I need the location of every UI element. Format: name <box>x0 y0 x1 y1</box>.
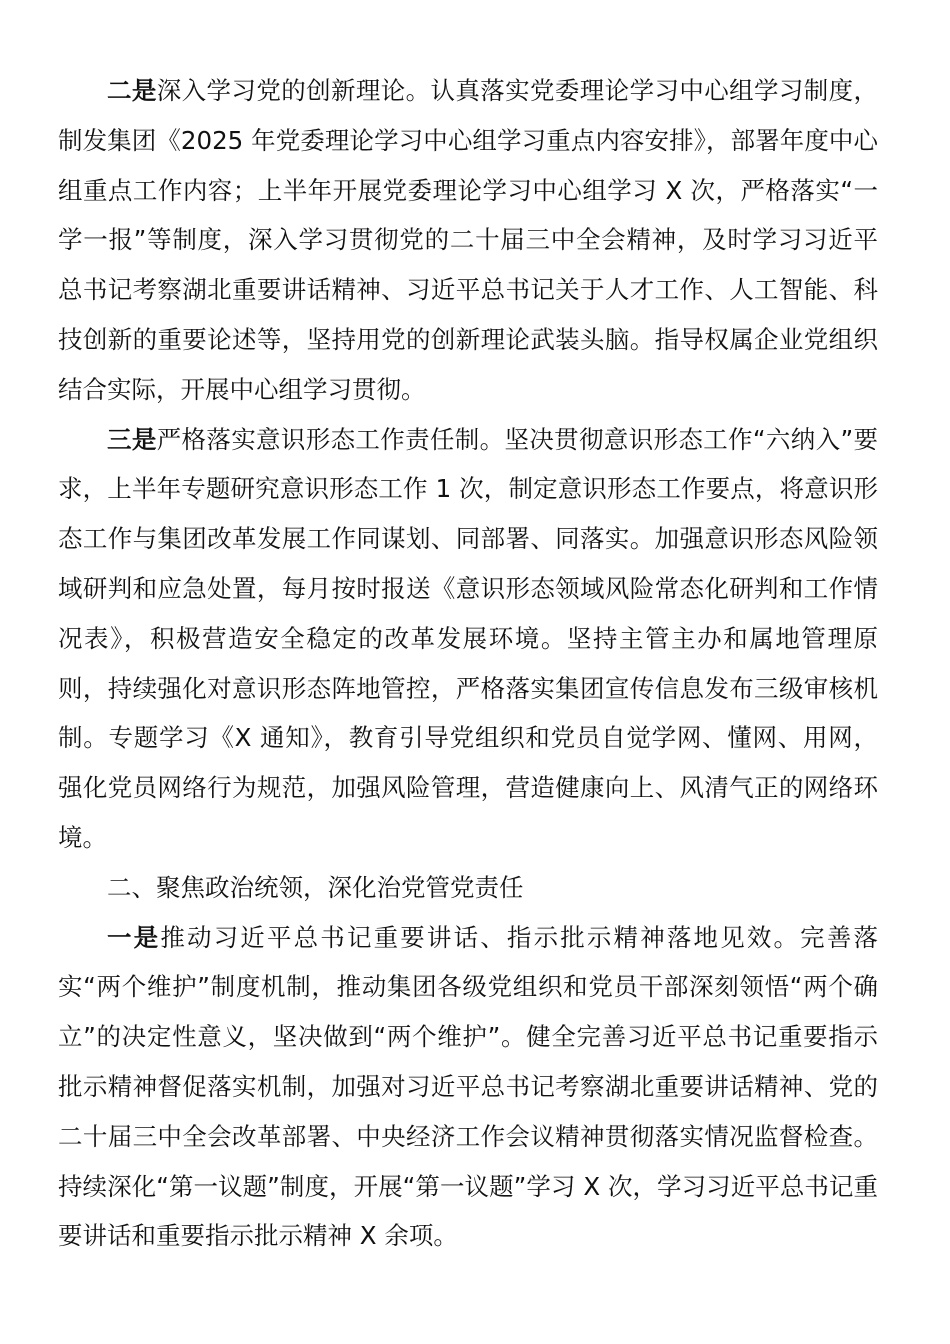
paragraph-lead: 三是 <box>107 424 157 454</box>
paragraph-ideology-responsibility <box>58 415 878 863</box>
paragraph-instructions-implementation <box>58 913 878 1262</box>
section-heading: 二、聚焦政治统领，深化治党管党责任 <box>107 872 524 902</box>
paragraph-theory-study <box>58 66 878 415</box>
document-body <box>58 66 878 1261</box>
paragraph-text: 深入学习党的创新理论。认真落实党委理论学习中心组学习制度，制发集团《2025 年党委理论学习中心组学习重点内容安排》，部署年度中心组重点工作内容；上半年开展党委理论学习中心组学习 X 次，严格落实“一学一报”等制度，深入学习贯彻党的二十届三中全会精神，及时学习习近平总书记考察湖北重要讲话精神、习近平总书记关于人才工作、人工智能、科技创新的重要论述等，坚持用党的创新理论武装头脑。指导权属企业党组织结合实际，开展中心组学习贯彻。 <box>58 76 879 404</box>
paragraph-lead: 一是 <box>107 922 161 952</box>
paragraph-text: 严格落实意识形态工作责任制。坚决贯彻意识形态工作“六纳入”要求，上半年专题研究意识形态工作 1 次，制定意识形态工作要点，将意识形态工作与集团改革发展工作同谋划、同部署、同落实。加强意识形态风险领域研判和应急处置，每月按时报送《意识形态领域风险常态化研判和工作情况表》，积极营造安全稳定的改革发展环境。坚持主管主办和属地管理原则，持续强化对意识形态阵地管控，严格落实集团宣传信息发布三级审核机制。专题学习《X 通知》，教育引导党组织和党员自觉学网、懂网、用网，强化党员网络行为规范，加强风险管理，营造健康向上、风清气正的网络环境。 <box>58 424 878 852</box>
paragraph-text: 推动习近平总书记重要讲话、指示批示精神落地见效。完善落实“两个维护”制度机制，推动集团各级党组织和党员干部深刻领悟“两个确立”的决定性意义，坚决做到“两个维护”。健全完善习近平总书记重要指示批示精神督促落实机制，加强对习近平总书记考察湖北重要讲话精神、党的二十届三中全会改革部署、中央经济工作会议精神贯彻落实情况监督检查。持续深化“第一议题”制度，开展“第一议题”学习 X 次，学习习近平总书记重要讲话和重要指示批示精神 X 余项。 <box>58 922 879 1251</box>
paragraph-lead: 二是 <box>107 76 157 105</box>
